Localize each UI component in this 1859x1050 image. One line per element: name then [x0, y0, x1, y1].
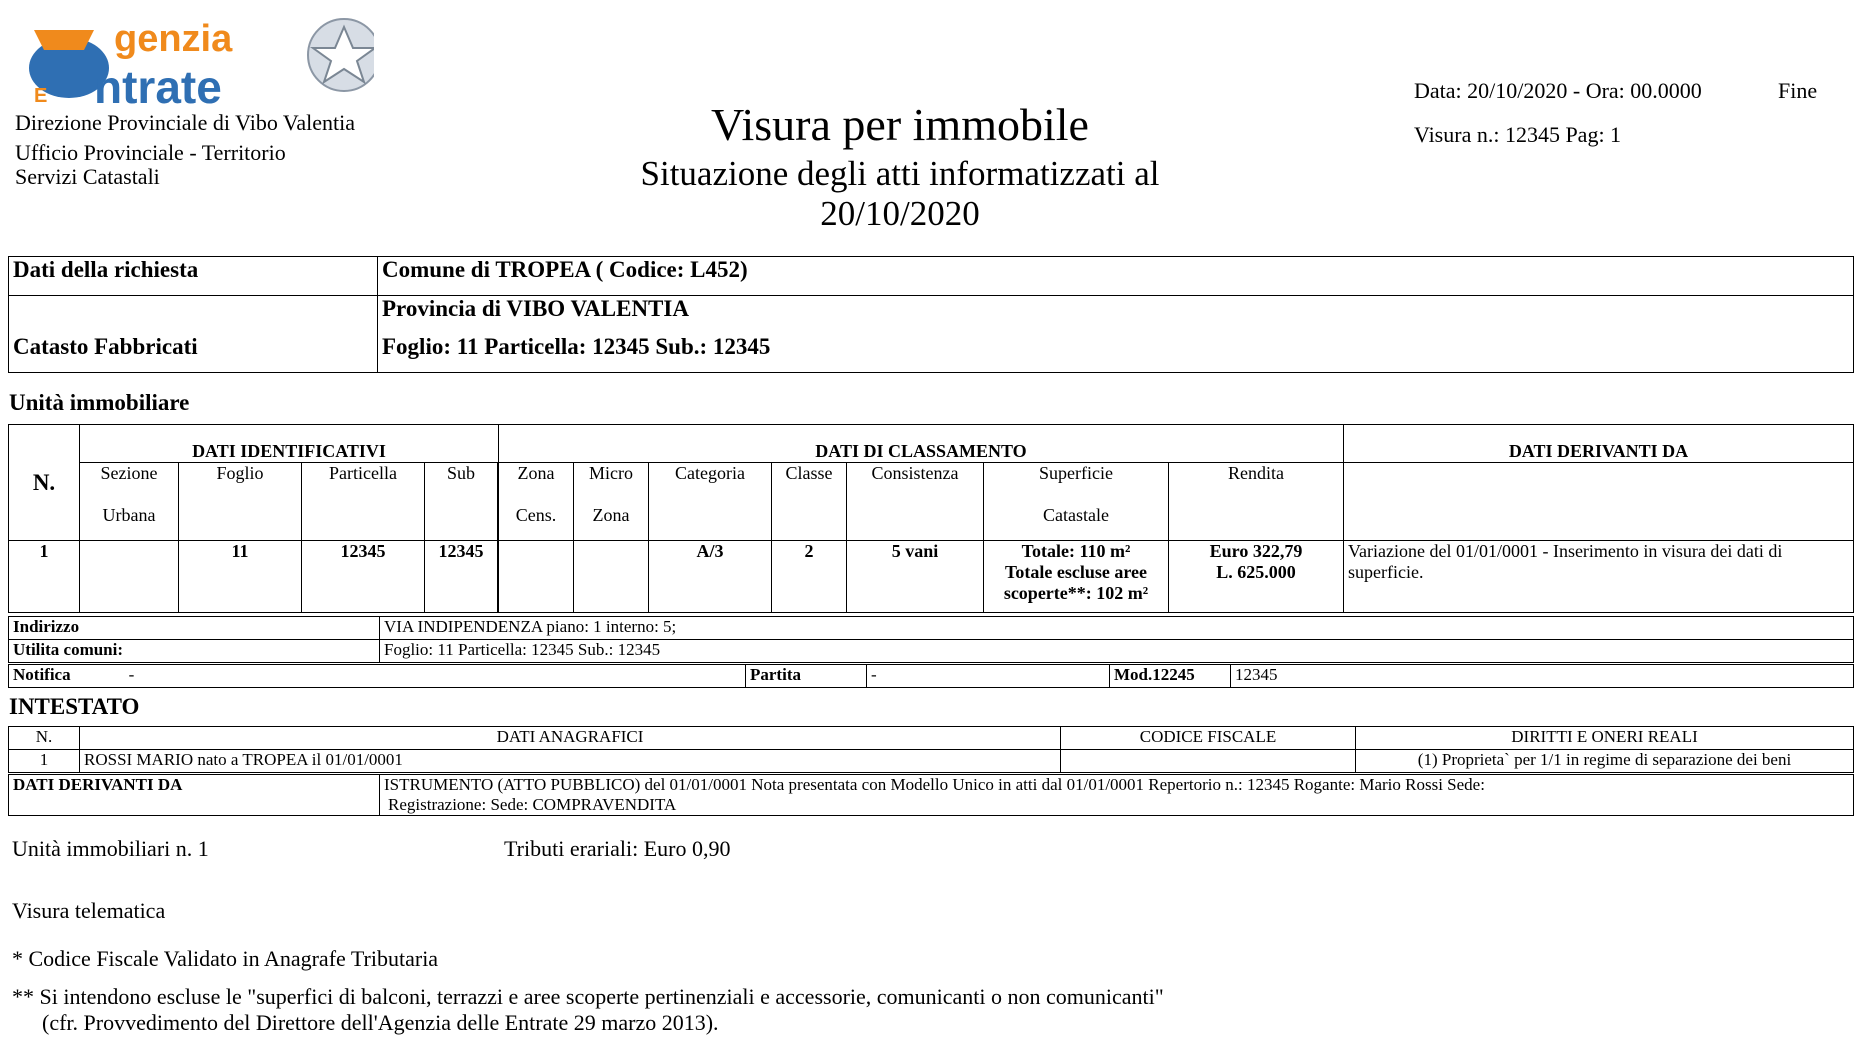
date-line: Data: 20/10/2020 - Ora: 00.0000: [1414, 78, 1702, 103]
row-categoria: A/3: [649, 541, 772, 613]
col-sub: Sub: [425, 463, 498, 541]
intestato-table: [8, 726, 1854, 773]
col-foglio: Foglio: [179, 463, 302, 541]
indirizzo-value: VIA INDIPENDENZA piano: 1 interno: 5;: [380, 617, 1854, 640]
svg-text:E: E: [34, 85, 48, 105]
unit-table: [8, 424, 1854, 613]
note-1: * Codice Fiscale Validato in Anagrafe Tributaria: [12, 946, 439, 971]
row-sub: 12345: [425, 541, 498, 613]
row-foglio: 11: [179, 541, 302, 613]
int-deriv-value: ISTRUMENTO (ATTO PUBBLICO) del 01/01/0001 Nota presentata con Modello Unico in atti dal 01/01/0001 Repertorio n.: 12345 Rogante: Mario Rossi Sede: Registrazione: Sede: COMPRAVENDITA: [380, 775, 1854, 816]
tributi: Tributi erariali: Euro 0,90: [504, 836, 731, 861]
col-micro: Micro Zona: [574, 463, 649, 541]
header-deriv: DATI DERIVANTI DA: [1344, 425, 1854, 463]
col-diritti: DIRITTI E ONERI REALI: [1356, 727, 1854, 750]
col-int-n: N.: [9, 727, 80, 750]
request-label: Dati della richiesta: [9, 257, 378, 296]
notifica-label: Notifica: [13, 665, 71, 684]
table-row: [9, 750, 1854, 773]
unit-section-title: Unità immobiliare: [9, 390, 190, 415]
header-class: DATI DI CLASSAMENTO: [499, 425, 1344, 463]
page-subtitle: Situazione degli atti informatizzati al 20/10/2020: [640, 154, 1160, 233]
partita-value: -: [867, 665, 1110, 688]
col-consistenza: Consistenza: [847, 463, 984, 541]
utilita-value: Foglio: 11 Particella: 12345 Sub.: 12345: [380, 640, 1854, 663]
office-line-2: Ufficio Provinciale - Territorio: [15, 140, 286, 165]
col-superficie: Superficie Catastale: [984, 463, 1169, 541]
indirizzo-label: Indirizzo: [9, 617, 380, 640]
row-consistenza: 5 vani: [847, 541, 984, 613]
int-n: 1: [9, 750, 80, 773]
catasto-label: Catasto Fabbricati: [9, 334, 378, 373]
col-classe: Classe: [772, 463, 847, 541]
header-ident: DATI IDENTIFICATIVI: [80, 425, 499, 463]
visura-telematica: Visura telematica: [12, 898, 166, 923]
request-foglio: Foglio: 11 Particella: 12345 Sub.: 12345: [378, 334, 1854, 373]
col-sezione: Sezione Urbana: [80, 463, 179, 541]
page-title: Visura per immobile: [711, 99, 1089, 150]
agenzia-entrate-logo: [14, 10, 374, 113]
partita-label: Partita: [746, 665, 867, 688]
int-diritti: (1) Proprieta` per 1/1 in regime di separazione dei beni: [1356, 750, 1854, 773]
logo-text-2: ntrate: [94, 61, 222, 113]
visura-line: Visura n.: 12345 Pag: 1: [1414, 122, 1622, 147]
request-provincia: Provincia di VIBO VALENTIA: [378, 296, 1854, 335]
table-row: [9, 541, 1854, 613]
col-categoria: Categoria: [649, 463, 772, 541]
col-anagrafici: DATI ANAGRAFICI: [80, 727, 1061, 750]
intestato-deriv-table: [8, 774, 1854, 816]
utilita-label: Utilita comuni:: [9, 640, 380, 663]
office-line-1: Direzione Provinciale di Vibo Valentia: [15, 110, 356, 135]
mod-value: 12345: [1231, 665, 1854, 688]
col-codice-fiscale: CODICE FISCALE: [1061, 727, 1356, 750]
row-deriv: Variazione del 01/01/0001 - Inserimento in visura dei dati di superficie.: [1344, 541, 1854, 613]
row-n: 1: [9, 541, 80, 613]
col-n: N.: [9, 425, 80, 541]
int-deriv-label: DATI DERIVANTI DA: [9, 775, 380, 816]
int-codice-fiscale: [1061, 750, 1356, 773]
row-rendita: Euro 322,79 L. 625.000: [1169, 541, 1344, 613]
note-2: ** Si intendono escluse le "superfici di balconi, terrazzi e aree scoperte pertinenziali e accessorie, comunicanti o non comunicanti": [12, 984, 1164, 1009]
notifica-table: [8, 664, 1854, 688]
col-particella: Particella: [302, 463, 425, 541]
int-anagrafici: ROSSI MARIO nato a TROPEA il 01/01/0001: [80, 750, 1061, 773]
office-line-3: Servizi Catastali: [15, 164, 160, 189]
fine-label: Fine: [1778, 78, 1818, 103]
intestato-title: INTESTATO: [9, 694, 140, 719]
unita-count: Unità immobiliari n. 1: [12, 836, 209, 861]
notifica-value: -: [128, 665, 135, 684]
note-3: (cfr. Provvedimento del Direttore dell'Agenzia delle Entrate 29 marzo 2013).: [42, 1010, 719, 1035]
logo-text-1: genzia: [114, 18, 233, 60]
address-table: [8, 616, 1854, 663]
col-rendita: Rendita: [1169, 463, 1344, 541]
request-comune: Comune di TROPEA ( Codice: L452): [378, 257, 1854, 296]
request-table: [8, 256, 1854, 373]
row-superficie: Totale: 110 m² Totale escluse aree scoperte**: 102 m²: [984, 541, 1169, 613]
mod-label: Mod.12245: [1110, 665, 1231, 688]
row-particella: 12345: [302, 541, 425, 613]
col-zona: Zona Cens.: [499, 463, 574, 541]
row-classe: 2: [772, 541, 847, 613]
